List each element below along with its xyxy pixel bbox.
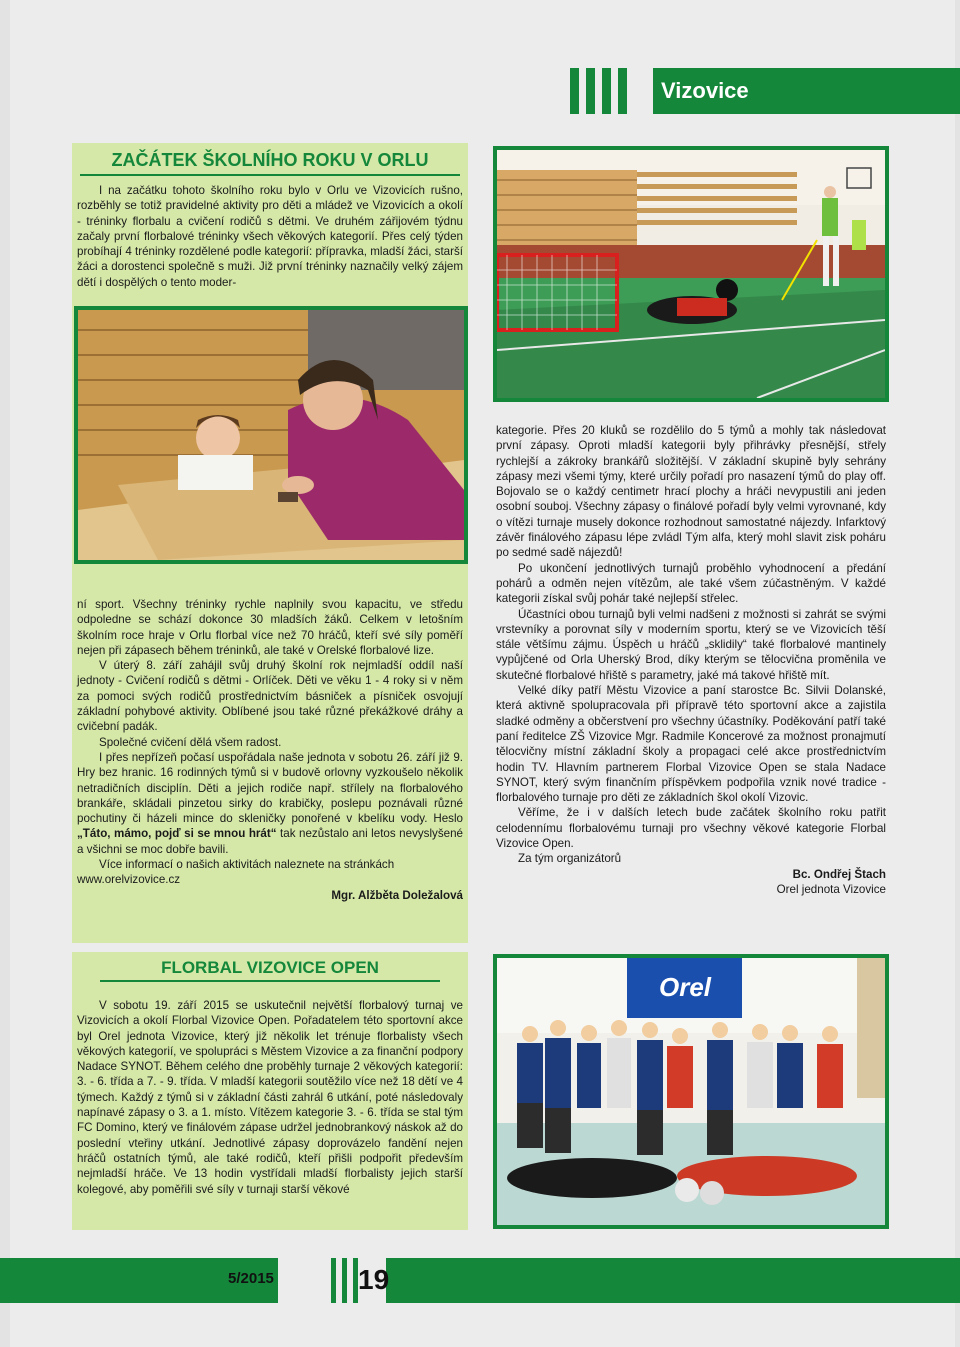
toddler-activity-photo (74, 306, 468, 564)
article1-author: Mgr. Alžběta Doležalová (331, 888, 463, 902)
article1-paragraph: Více informací o našich aktivitách naleznete na stránkách (99, 858, 395, 872)
article2-continued (496, 423, 886, 897)
article1-paragraph: Společné cvičení dělá všem radost. (99, 735, 282, 749)
article2-paragraph: Po ukončení jednotlivých turnajů proběhlo vyhodnocení a předání pohárů a odměn nejen vítězům, ale také všem zúčastněným. V každé kategorii získal svůj pohár také nejlepší střelec. (496, 561, 886, 606)
page-number: 19 (358, 1264, 390, 1295)
article2-intro (77, 998, 463, 1197)
article1-title: ZAČÁTEK ŠKOLNÍHO ROKU V ORLU (80, 150, 460, 176)
article1-paragraph: V úterý 8. září zahájil svůj druhý školní rok nejmladší oddíl naší jednoty - Cvičení rodičů s dětmi - Orlíček. Děti ve věku 1 - 4 roky si v něm za pomoci svých rodičů prostřednictvím básniček a písniček osvojují základní pohybové aktivity. Oblíbené jsou také různé překážkové dráhy a cvičební padák. (77, 659, 463, 734)
motto: „Táto, mámo, pojď si se mnou hrát“ (77, 827, 277, 841)
section-header: Vizovice (653, 68, 960, 114)
floorball-goalkeeper-photo (493, 146, 889, 402)
footer-bar-right (386, 1258, 960, 1303)
article2-title: FLORBAL VIZOVICE OPEN (100, 958, 440, 982)
website-link[interactable]: www.orelvizovice.cz (77, 873, 181, 887)
orel-banner-text: Orel (658, 972, 712, 1002)
article2-paragraph: Za tým organizátorů (518, 852, 622, 866)
article2-paragraph: Věříme, že i v dalších letech bude začátek školního roku patřit celodennímu florbalovému turnaji pro všechny věkové kategorie Florbal Vizovice Open. (496, 806, 886, 851)
team-group-photo (493, 954, 889, 1229)
article2-author-org: Orel jednota Vizovice (776, 882, 886, 896)
article2-paragraph: V sobotu 19. září 2015 se uskutečnil největší florbalový turnaj ve Vizovicích a okolí Florbal Vizovice Open. Pořadatelem této sportovní akce byl Orel jednota Vizovice, který již několik let trénuje florbalisty všech věkových kategorií, ve spolupráci s Městem Vizovice a za finanční podpory Nadace SYNOT. Během celého dne proběhly turnaje 2 věkových kategorií: 3. - 6. třída a 7. - 9. třída. V mladší kategorii soutěžilo více než 18 dětí ve 4 týmech. Každý z týmů si v základní části zahrál 6 utkání, poté následovaly napínavé zápasy o 3. a 1. místo. Vítězem kategorie 3. - 6. třída se stal tým FC Domino, který ve finálovém zápase udržel jednobrankový náskok až do poslední vteřiny utkání. Jednotlivé zápasy doprovázelo fandění nejen hráčů ostatních týmů, ale také rodičů, kteří přišli podpořit především nejmladší hráče. Ve 13 hodin vystřídali mladší florbalisty jejich starší kolegové, aby poměřili své síly v turnaji starší věkové (77, 999, 463, 1196)
article1-paragraph: ní sport. Všechny tréninky rychle naplnily svou kapacitu, ve středu odpoledne se schází dokonce 30 mladších žáků. Celkem v letošním školním roce hraje v Orlu florbal více než 70 hráčů, kteří své síly poměří nejen při zápasech během tréninků, ale také v Orelské florbalové lize. (77, 598, 463, 657)
footer-stripes (331, 1258, 358, 1303)
article2-paragraph: kategorie. Přes 20 kluků se rozdělilo do 5 týmů a mohly tak následovat první zápasy. Oproti mladší kategorii byly přihrávky přesnější, střely rychlejší a zákroky brankářů složitější. V základní skupině byly sehrány zápasy mezi všemi týmy, které určily pořadí pro nasazení týmů do play off. Bojovalo se o každý centimetr hrací plochy a hráči nevypustili ani jeden osobní souboj. Všechny zápasy o finálové pořadí byly velmi vyrovnané, kdy o vítězi turnaje musely dokonce rozhodnout samostatné nájezdy. Infarktový závěr finálového zápasu lépe zvládl Tým alfa, který mohl slavit zisk poháru po sedmé sadě nájezdů! (496, 424, 886, 560)
article2-paragraph: Účastníci obou turnajů byli velmi nadšeni z možnosti si zahrát se svými vrstevníky a porovnat síly v moderním sportu, který se ve Vizovicích těší stále většímu zájmu. Úspěch u hráčů „sklidily“ také florbalové mantinely vypůjčené od Orla Uherský Brod, díky kterým se tělocvična proměnila ve skutečné florbalové hřiště s parametry, jaké má takové hřiště mít. (496, 607, 886, 682)
article1-paragraph: I na začátku tohoto školního roku bylo v Orlu ve Vizovicích rušno, rozběhly se totiž pravidelné aktivity pro děti a mládež ve Vizovicích a okolí - tréninky florbalu a cvičení rodičů s dětmi. Ve druhém zářijovém týdnu začaly první florbalové tréninky všech věkových kategorií. Přes celý týden probíhají 4 tréninky rozdělené podle kategorií: přípravka, mladší žáci, starší žáci a dorostenci společně s muži. Již první tréninky naznačily velký zájem dětí i dospělých o tento moder- (77, 184, 464, 289)
issue-number: 5/2015 (228, 1270, 274, 1287)
article2-author: Bc. Ondřej Štach (792, 867, 886, 881)
article1-intro (77, 183, 463, 290)
article1-continued (77, 597, 463, 903)
header-stripes (570, 68, 627, 114)
article2-paragraph: Velké díky patří Městu Vizovice a paní starostce Bc. Silvii Dolanské, která aktivně spolupracovala při přípravě této sportovní akce a zajistila sladké odměny a občerstvení pro všechny účastníky. Poděkování patří také paní ředitelce ZŠ Vizovice Mgr. Radmile Koncerové za možnost pronajmutí tělocvičny místní základní školy a propagaci celé akce prostřednictvím hodin TV. Hlavním partnerem Florbal Vizovice Open se stala Nadace SYNOT, který svým finančním příspěvkem podpořila vznik nové tradice - florbalového turnaje pro děti ze základních škol okolí Vizovic. (496, 684, 886, 805)
motto-after: tak nezůstalo ani letos nevyslyšené a všichni se moc dobře bavili. (77, 827, 463, 856)
article1-paragraph-text: I přes nepřízeň počasí uspořádala naše jednota v sobotu 26. září již 9. Hry bez hranic. 16 rodinných týmů si v budově orlovny vyzkoušelo několik netradičních disciplín. Děti a jejich rodiče např. střílely na florbalového brankáře, skládali pinzetou sirky do krabičky, poslepu poznávali různé pochutiny či házeli mince do skleničky ponořené v kbelíku vody. Heslo (77, 750, 463, 826)
article1-paragraph (77, 750, 463, 857)
